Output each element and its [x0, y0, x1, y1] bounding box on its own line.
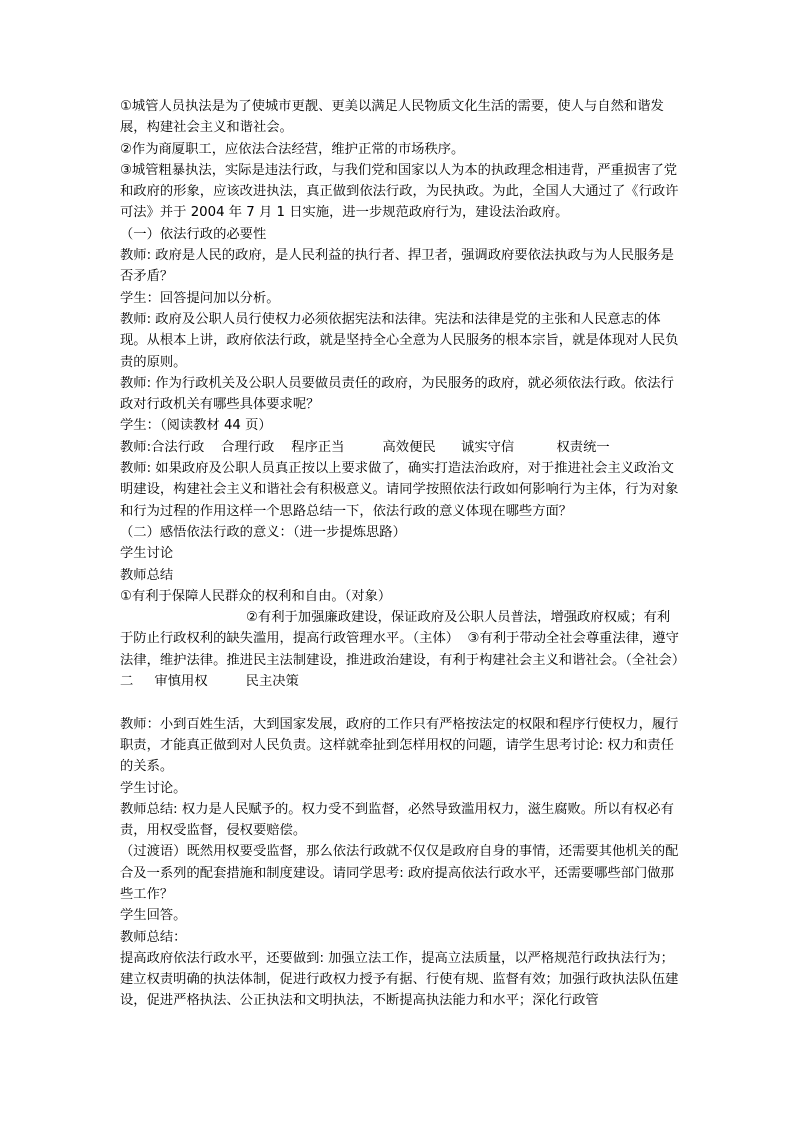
paragraph-6: 学生：回答提问加以分析。 — [120, 290, 280, 306]
paragraph-19: 教师：小到百姓生活，大到国家发展，政府的工作只有严格按法定的权限和程序行使权力，履行职责，才能真正做到对人民负责。这样就牵扯到怎样用权的问题，请学生思考讨论: 权力和责任的关系。 — [120, 716, 679, 775]
paragraph-10: 教师:合法行政 合理行政 程序正当 高效便民 诚实守信 权责统一 — [120, 439, 610, 455]
paragraph-24: 教师总结： — [120, 929, 187, 945]
paragraph-9: 学生：（阅读教材 44 页） — [120, 418, 272, 434]
paragraph-3: ③城管粗暴执法，实际是违法行政，与我们党和国家以人为本的执政理念相违背，严重损害了党和政府的形象，应该改进执法，真正做到依法行政，为民执政。为此，全国人大通过了《行政许可法》并于 2004 年 7 月 1 日实施，进一步规范政府行为，建设法治政府。 — [120, 162, 679, 221]
paragraph-5: 教师: 政府是人民的政府，是人民利益的执行者、捍卫者，强调政府要依法执政与为人民服务是否矛盾？ — [120, 248, 674, 285]
paragraph-7: 教师: 政府及公职人员行使权力必须依据宪法和法律。宪法和法律是党的主张和人民意志的体现。从根本上讲，政府依法行政，就是坚持全心全意为人民服务的根本宗旨，就是体现对人民负责的原则。 — [120, 311, 679, 370]
paragraph-8: 教师: 作为行政机关及公职人员要做员责任的政府，为民服务的政府，就必须依法行政。依法行政对行政机关有哪些具体要求呢？ — [120, 375, 674, 413]
blank-line — [120, 692, 680, 713]
paragraph-15: ①有利于保障人民群众的权利和自由。（对象） — [120, 588, 392, 604]
paragraph-22: （过渡语）既然用权要受监督，那么依法行政就不仅仅是政府自身的事情，还需要其他机关的配合及一系列的配套措施和制度建设。请同学思考: 政府提高依法行政水平，还需要哪些部门做那些工作？ — [120, 844, 679, 902]
paragraph-1: ①城管人员执法是为了使城市更靓、更美以满足人民物质文化生活的需要，使人与自然和谐发展，构建社会主义和谐社会。 — [120, 99, 664, 136]
paragraph-16: ②有利于加强廉政建设，保证政府及公职人员普法，增强政府权威；有利于防止行政权利的缺失滥用，提高行政管理水平。（主体） ③有利于带动全社会尊重法律，遵守法律，维护法律。推进民主法制建设，推进政治建设，有利于构建社会主义和谐社会。（全社会） — [120, 610, 686, 668]
section-heading-two: 二 审慎用权 民主决策 — [120, 674, 299, 690]
section-heading-necessity: （一）依法行政的必要性 — [120, 226, 267, 242]
paragraph-2: ②作为商厦职工，应依法合法经营，维护正常的市场秩序。 — [120, 141, 465, 157]
paragraph-14: 教师总结 — [120, 567, 174, 583]
paragraph-13: 学生讨论 — [120, 546, 174, 562]
paragraph-11: 教师: 如果政府及公职人员真正按以上要求做了，确实打造法治政府，对于推进社会主义政治文明建设，构建社会主义和谐社会有积极意义。请同学按照依法行政如何影响行为主体，行为对象和行为过程的作用这样一个思路总结一下，依法行政的意义体现在哪些方面？ — [120, 461, 679, 519]
section-heading-significance: （二）感悟依法行政的意义：（进一步提炼思路） — [120, 524, 406, 540]
document-body — [120, 96, 686, 1012]
paragraph-21: 教师总结: 权力是人民赋予的。权力受不到监督，必然导致滥用权力，滋生腐败。所以有权必有责，用权受监督，侵权要赔偿。 — [120, 801, 674, 839]
paragraph-23: 学生回答。 — [120, 908, 187, 924]
paragraph-20: 学生讨论。 — [120, 780, 187, 796]
paragraph-25: 提高政府依法行政水平，还要做到: 加强立法工作，提高立法质量，以严格规范行政执法行为；建立权责明确的执法体制，促进行政权力授予有据、行使有规、监督有效；加强行政执法队伍建设，促进严格执法、公正执法和文明执法，不断提高执法能力和水平；深化行政管 — [120, 950, 679, 1009]
